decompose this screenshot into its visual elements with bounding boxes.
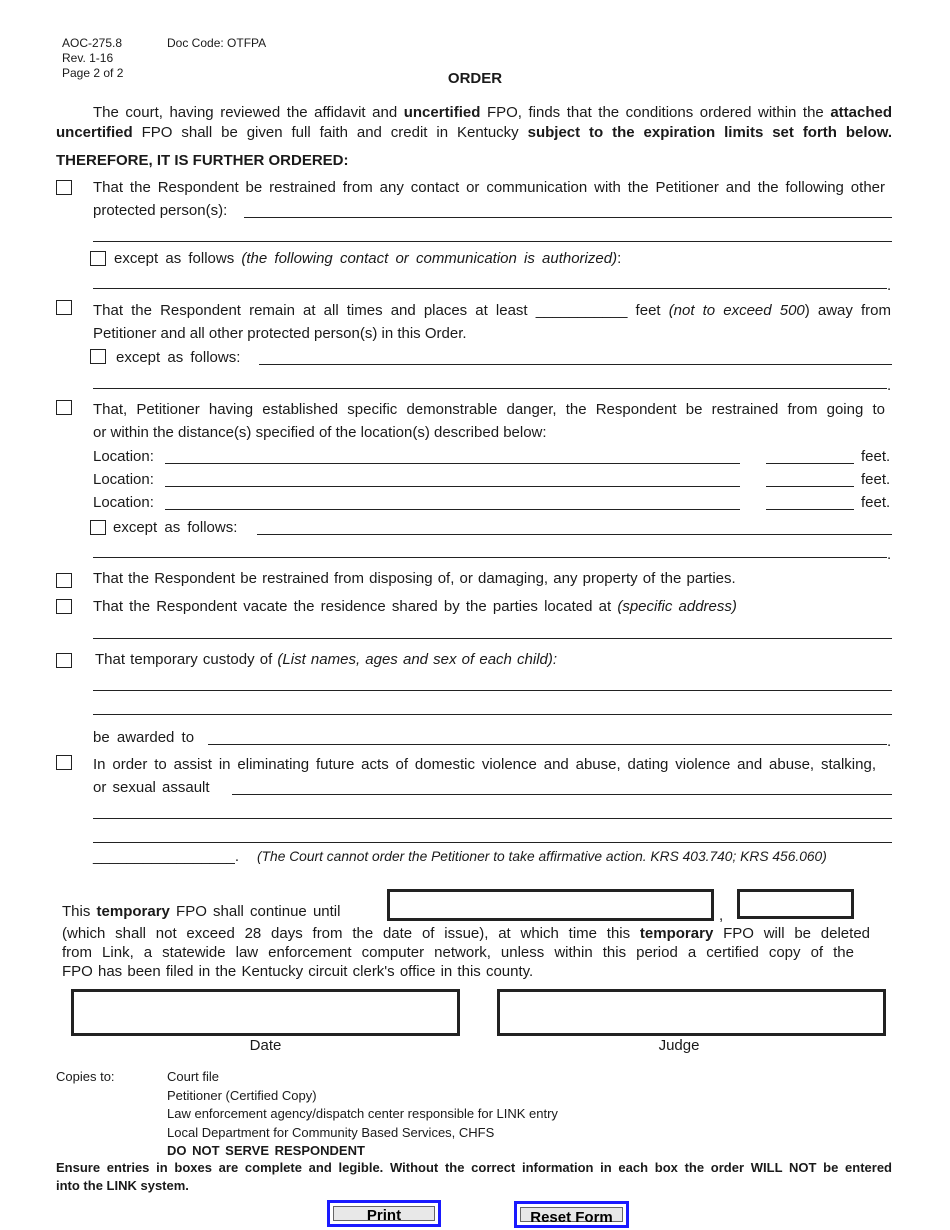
item7-checkbox[interactable] — [56, 755, 72, 770]
date-input[interactable] — [71, 989, 460, 1036]
do-not-serve-notice: DO NOT SERVE RESPONDENT — [167, 1143, 365, 1158]
temporary-text-line4: FPO has been filed in the Kentucky circuit clerk's office in this county. — [62, 963, 534, 980]
item6-awarded-label: be awarded to — [93, 729, 195, 746]
form-id: AOC-275.8 — [62, 36, 123, 50]
item1-except-label: except as follows (the following contact or communication is authorized): — [114, 250, 622, 267]
item6-awarded-field[interactable] — [208, 744, 887, 745]
item3-except-field-line1[interactable] — [257, 534, 892, 535]
date-time-comma: , — [719, 907, 724, 924]
item2-except-field-line1[interactable] — [259, 364, 892, 365]
item2-text-line1: That the Respondent remain at all times and places at least ___________ feet (not to exceed 500) away from — [93, 302, 891, 319]
item7-note: (The Court cannot order the Petitioner to take affirmative action. KRS 403.740; KRS 456.060) — [257, 849, 827, 864]
location-field-1[interactable] — [165, 463, 740, 464]
copies-item: Court file — [167, 1069, 220, 1084]
item2-except-field-line2[interactable] — [93, 388, 887, 389]
item3-except-checkbox[interactable] — [90, 520, 106, 535]
location-label-3: Location: — [93, 494, 154, 511]
item4-checkbox[interactable] — [56, 573, 72, 588]
date-label: Date — [249, 1037, 282, 1054]
item7-text-line1: In order to assist in eliminating future acts of domestic violence and abuse, dating violence and abuse, stalking, — [93, 756, 876, 773]
revision: Rev. 1-16 — [62, 51, 114, 65]
copies-item: Petitioner (Certified Copy) — [167, 1088, 317, 1103]
link-notice-line1: Ensure entries in boxes are complete and legible. Without the correct information in each box the order WILL NOT be entered — [56, 1160, 892, 1175]
item1-except-field[interactable] — [93, 288, 887, 289]
link-notice-line2: into the LINK system. — [56, 1178, 189, 1193]
item1-except-checkbox[interactable] — [90, 251, 106, 266]
item7-text-line2: or sexual assault — [93, 779, 210, 796]
item6-text: That temporary custody of (List names, ages and sex of each child): — [95, 651, 558, 668]
temporary-lead-text: This temporary FPO shall continue until — [62, 903, 341, 920]
reset-form-button-label: Reset Form — [520, 1207, 623, 1222]
item2-except-checkbox[interactable] — [90, 349, 106, 364]
item2-except-label: except as follows: — [116, 349, 241, 366]
item3-text-line1: That, Petitioner having established specific demonstrable danger, the Respondent be restrained from going to — [93, 401, 885, 418]
copies-item: Law enforcement agency/dispatch center responsible for LINK entry — [167, 1106, 558, 1121]
location-label-1: Location: — [93, 448, 154, 465]
item7-field-line4[interactable]: _________________. — [93, 848, 239, 865]
item5-text: That the Respondent vacate the residence shared by the parties located at (specific address) — [93, 598, 737, 615]
copies-label: Copies to: — [56, 1069, 115, 1084]
print-button[interactable] — [327, 1200, 441, 1227]
item7-field-line1[interactable] — [232, 794, 892, 795]
further-ordered-heading: THEREFORE, IT IS FURTHER ORDERED: — [56, 152, 349, 169]
item7-field-line3[interactable] — [93, 842, 892, 843]
location-label-2: Location: — [93, 471, 154, 488]
expiration-time-input[interactable] — [737, 889, 854, 919]
copies-item: Local Department for Community Based Services, CHFS — [167, 1125, 495, 1140]
item1-text-line2: protected person(s): — [93, 202, 228, 219]
location-field-3[interactable] — [165, 509, 740, 510]
item3-except-label: except as follows: — [113, 519, 238, 536]
item2-text-line2: Petitioner and all other protected person(s) in this Order. — [93, 325, 467, 342]
item1-checkbox[interactable] — [56, 180, 72, 195]
item7-field-line2[interactable] — [93, 818, 892, 819]
judge-label: Judge — [658, 1037, 700, 1054]
item2-except-period: . — [887, 377, 892, 394]
temporary-text-line2: (which shall not exceed 28 days from the date of issue), at which time this temporary FPO will be deleted — [62, 925, 871, 942]
intro-paragraph-line1: The court, having reviewed the affidavit and uncertified FPO, finds that the conditions ordered within the attached — [93, 104, 892, 121]
page-number: Page 2 of 2 — [62, 66, 124, 80]
item3-except-period: . — [887, 546, 892, 563]
item3-except-field-line2[interactable] — [93, 557, 887, 558]
page-title: ORDER — [447, 70, 503, 87]
location-field-2[interactable] — [165, 486, 740, 487]
item3-checkbox[interactable] — [56, 400, 72, 415]
location-feet-field-3[interactable] — [766, 509, 854, 510]
item2-checkbox[interactable] — [56, 300, 72, 315]
item6-checkbox[interactable] — [56, 653, 72, 668]
intro-paragraph-line2: uncertified FPO shall be given full faith and credit in Kentucky subject to the expiration limits set forth below. — [56, 124, 892, 141]
feet-label-2: feet. — [861, 471, 891, 488]
item1-except-period: . — [887, 277, 892, 294]
location-feet-field-2[interactable] — [766, 486, 854, 487]
item6-awarded-period: . — [887, 733, 892, 750]
print-button-label: Print — [333, 1206, 435, 1221]
feet-label-1: feet. — [861, 448, 891, 465]
item1-persons-field-line2[interactable] — [93, 241, 892, 242]
doc-code: Doc Code: OTFPA — [167, 36, 267, 50]
item6-children-field-line2[interactable] — [93, 714, 892, 715]
temporary-text-line3: from Link, a statewide law enforcement computer network, unless within this period a certified copy of the — [62, 944, 854, 961]
feet-label-3: feet. — [861, 494, 891, 511]
item1-text-line1: That the Respondent be restrained from any contact or communication with the Petitioner and the following other — [93, 179, 885, 196]
item3-text-line2: or within the distance(s) specified of the location(s) described below: — [93, 424, 547, 441]
item1-persons-field-line1[interactable] — [244, 217, 892, 218]
expiration-date-input[interactable] — [387, 889, 714, 921]
item4-text: That the Respondent be restrained from disposing of, or damaging, any property of the parties. — [93, 570, 736, 587]
location-feet-field-1[interactable] — [766, 463, 854, 464]
item6-children-field-line1[interactable] — [93, 690, 892, 691]
judge-input[interactable] — [497, 989, 886, 1036]
reset-form-button[interactable] — [514, 1201, 629, 1228]
item5-address-field[interactable] — [93, 638, 892, 639]
item5-checkbox[interactable] — [56, 599, 72, 614]
